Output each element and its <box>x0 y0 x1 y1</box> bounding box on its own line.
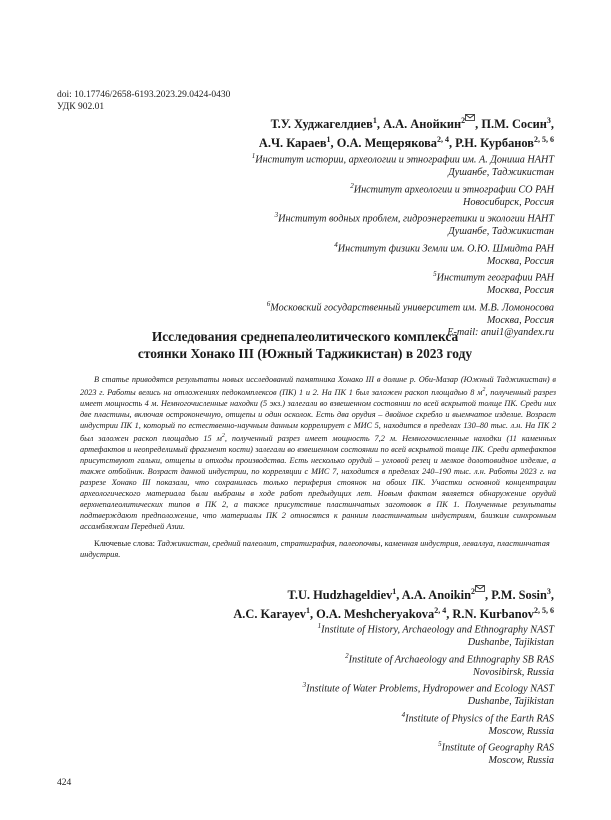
affiliation-org: $^3$Institute of Water Problems, Hydropower and Ecology NAST <box>302 681 554 695</box>
doi[interactable]: doi: 10.17746/2658-6193.2023.29.0424-0430 <box>57 90 231 100</box>
author-sup: 1 <box>372 116 377 125</box>
author-sup: 2, 5, 6 <box>534 606 554 616</box>
author-sup: 1 <box>305 606 310 616</box>
author-sup: 2 <box>471 587 476 596</box>
affiliation-city: Москва, Россия <box>486 285 554 297</box>
author-sup: 3 <box>546 116 551 125</box>
author-sup: 2 <box>461 116 466 125</box>
author-sup: 2, 5, 6 <box>534 135 554 145</box>
affiliation-org: $^1$Institute of History, Archaeology and Ethnography NAST <box>317 622 554 636</box>
authors-ru-line-2: А.Ч. Караев$^1$, О.А. Мещерякова$^{2, 4}$, Р.Н. Курбанов$^{2, 5, 6}$ <box>258 135 554 151</box>
affiliation-city: Dushanbe, Tajikistan <box>467 696 554 708</box>
keywords-list: Таджикистан, средний палеолит, стратиграфия, палеопочвы, каменная индустрия, леваллуа, пластинчатая индустрия. <box>80 539 550 559</box>
author-name: A.C. Karayev <box>233 607 306 622</box>
authors-en <box>233 584 554 622</box>
affiliation-city: Душанбе, Таджикистан <box>448 166 554 178</box>
affiliation-city: Novosibirsk, Russia <box>473 666 554 678</box>
affiliation-city: Moscow, Russia <box>488 725 554 737</box>
article-title: Исследования среднепалеолитического комплекса стоянки Хонако III (Южный Таджикистан) в 2023 году <box>137 329 473 361</box>
affiliation-org: $^5$Институт географии РАН <box>433 270 554 284</box>
author-name: R.N. Kurbanov <box>452 607 534 622</box>
affiliation-city: Moscow, Russia <box>488 755 554 767</box>
author-name: T.U. Hudzhageldiev <box>287 588 393 603</box>
affiliation-org: $^4$Institute of Physics of the Earth RAS <box>401 710 554 725</box>
authors-ru-line-1: Т.У. Худжагелдиев$^1$, А.А. Анойкин$^2$ , П.М. Сосин$^3$, <box>270 116 554 132</box>
author-name: A.A. Anoikin <box>401 588 472 603</box>
affiliation-city: Новосибирск, Россия <box>463 196 554 208</box>
abstract: В статье приводятся результаты новых исследований памятника Хонако III в долине р. Оби-Мазар (Южный Таджикистан) в 2023 г. Работы велись на отложениях педокомплексов (ПК) 1 и 2. На ПК 1 был заложен раскоп площадью 8 $м^2$, полученный разрез имеет мощность 4 м. Немногочисленные находки (5 экз.) залегали во взвешенном состоянии по всей вскрытой толще ПК. Среди них две пластины, включая остроконечную, отщепы и один осколок. Есть два орудия – двойное скребло и выемчатое изделие. Возраст индустрии ПК 1, который по естественно-научным данным коррелирует с МИС 5, находится в пределах 130–80 тыс. л.н. На ПК 2 был заложен раскоп площадью 15 $м^2$, полученный разрез имеет мощность 7,2 м. Немногочисленные находки (11 каменных артефактов и неопределимый фрагмент кости) залегали во взвешенном состоянии по всей вскрытой толще ПК. Среди артефактов присутствуют гальки, отщепы и отходы производства. Есть несколько орудий – угловой резец и мелкое долотовидное изделие, а также отбойник. Возраст данной индустрии, по корреляции с МИС 7, находится в пределах 240–190 тыс. л.н. Работы 2023 г. на разрезе Хонако III показали, что сохранилась только периферия стоянок на обоих ПК. Участки основной концентрации археологического материала были выбраны в ходе работ предыдущих лет. Новым фактом является обнаружение орудий верхнепалеолитических типов в ПК 2, а также присутствие пластинчатых заготовок в ПК 1. Полученные результаты подтверждают предположение, что материалы ПК 2 относятся к ранним пластинчатым индустриям, близким синхронным ассамбляжам Передней Азии. <box>80 375 557 531</box>
envelope-icon[interactable] <box>465 114 475 121</box>
affiliation-org: $^1$Институт истории, археологии и этнографии им. А. Дониша НАНТ <box>251 152 554 166</box>
affiliation-city: Москва, Россия <box>486 314 554 326</box>
keywords <box>80 538 556 560</box>
author-name: Р.Н. Курбанов <box>455 136 534 151</box>
author-name: O.A. Meshcheryakova <box>316 607 435 622</box>
author-sup: 2, 4 <box>436 135 449 145</box>
keywords-label: Ключевые слова: <box>94 539 158 548</box>
author-sup: 1 <box>392 587 397 596</box>
affiliation-org: $^5$Institute of Geography RAS <box>438 740 554 754</box>
affiliation-org: $^2$Институт археологии и этнографии СО РАН <box>350 181 554 195</box>
authors-en-line-2: A.C. Karayev$^1$, O.A. Meshcheryakova$^{2, 4}$, R.N. Kurbanov$^{2, 5, 6}$ <box>233 606 554 622</box>
authors-ru <box>259 113 554 151</box>
author-sup: 3 <box>546 587 551 596</box>
affiliation-org: $^2$Institute of Archaeology and Ethnography SB RAS <box>345 651 554 665</box>
author-name: А.Ч. Караев <box>258 136 327 151</box>
affiliation-city: Москва, Россия <box>486 255 554 267</box>
affiliation-org: $^6$Московский государственный университет им. М.В. Ломоносова <box>266 299 554 314</box>
authors-en-line-1: T.U. Hudzhageldiev$^1$, A.A. Anoikin$^2$ , P.M. Sosin$^3$, <box>287 587 554 603</box>
author-name: О.А. Мещерякова <box>336 136 437 151</box>
affiliation-org: $^3$Институт водных проблем, гидроэнергетики и экологии НАНТ <box>274 211 554 225</box>
author-name: P.M. Sosin <box>491 588 547 603</box>
envelope-icon[interactable] <box>475 585 485 592</box>
author-sup: 1 <box>326 135 331 145</box>
author-name: П.М. Сосин <box>481 117 547 132</box>
affiliation-city: Dushanbe, Tajikistan <box>467 636 554 648</box>
author-name: Т.У. Худжагелдиев <box>270 117 373 132</box>
affiliations-en <box>134 620 554 768</box>
affiliation-org: $^4$Институт физики Земли им. О.Ю. Шмидта РАН <box>334 240 554 255</box>
page-number: 424 <box>57 778 72 788</box>
affiliation-city: Душанбе, Таджикистан <box>448 226 554 238</box>
affiliations-ru <box>134 150 554 340</box>
udc-code: УДК 902.01 <box>57 102 105 112</box>
author-sup: 2, 4 <box>434 606 447 616</box>
email[interactable]: E-mail: anui1@yandex.ru <box>447 327 554 339</box>
author-name: А.А. Анойкин <box>383 117 462 132</box>
